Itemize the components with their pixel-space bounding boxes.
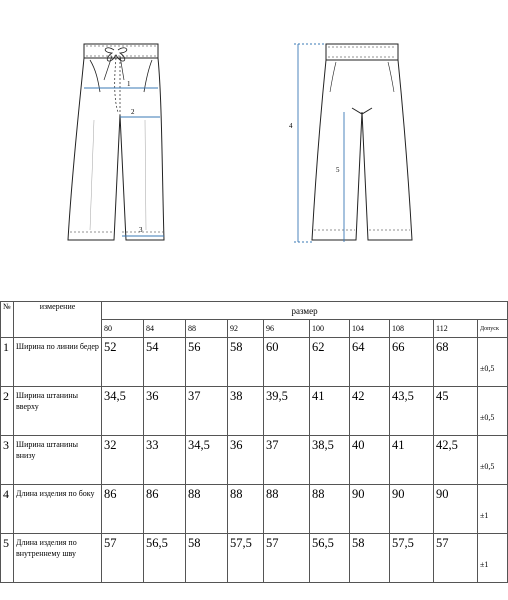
- value-cell: 56,5: [144, 534, 186, 583]
- measurement-name: Длина изделия по внутреннему шву: [14, 534, 102, 583]
- table-row: [1, 436, 508, 485]
- table-row: [1, 338, 508, 387]
- value-cell: 34,5: [186, 436, 228, 485]
- size-112: 112: [434, 320, 478, 338]
- value-cell: 57,5: [390, 534, 434, 583]
- value-cell: 54: [144, 338, 186, 387]
- value-cell: 58: [186, 534, 228, 583]
- value-cell: 57: [102, 534, 144, 583]
- measure-label-5: 5: [336, 166, 340, 174]
- value-cell: 86: [102, 485, 144, 534]
- value-cell: 90: [390, 485, 434, 534]
- size-100: 100: [310, 320, 350, 338]
- value-cell: 38,5: [310, 436, 350, 485]
- measure-label-3: 3: [139, 226, 143, 234]
- value-cell: 41: [390, 436, 434, 485]
- front-view: [68, 44, 164, 240]
- value-cell: 42,5: [434, 436, 478, 485]
- measurement-name: Ширина штанины вверху: [14, 387, 102, 436]
- tolerance-cell: ±0,5: [478, 338, 508, 387]
- value-cell: 86: [144, 485, 186, 534]
- row-number: 4: [1, 485, 14, 534]
- header-row: [1, 302, 508, 320]
- value-cell: 68: [434, 338, 478, 387]
- value-cell: 57: [434, 534, 478, 583]
- measure-label-4: 4: [289, 122, 293, 130]
- front-measure-lines: [84, 88, 164, 236]
- measurement-name: Ширина штанины внизу: [14, 436, 102, 485]
- value-cell: 88: [264, 485, 310, 534]
- value-cell: 37: [186, 387, 228, 436]
- size-84: 84: [144, 320, 186, 338]
- value-cell: 88: [186, 485, 228, 534]
- value-cell: 56: [186, 338, 228, 387]
- table-row: [1, 485, 508, 534]
- tolerance-cell: ±1: [478, 485, 508, 534]
- header-measurement: измерение: [14, 302, 102, 338]
- value-cell: 42: [350, 387, 390, 436]
- measure-label-2: 2: [131, 108, 135, 116]
- size-88: 88: [186, 320, 228, 338]
- value-cell: 62: [310, 338, 350, 387]
- header-tolerance: Допуск: [478, 320, 508, 338]
- value-cell: 57,5: [228, 534, 264, 583]
- measurement-name: Ширина по линии бедер: [14, 338, 102, 387]
- trousers-technical-drawing: [0, 0, 508, 270]
- row-number: 1: [1, 338, 14, 387]
- value-cell: 66: [390, 338, 434, 387]
- size-spec-table: [0, 301, 508, 583]
- tolerance-cell: ±1: [478, 534, 508, 583]
- value-cell: 56,5: [310, 534, 350, 583]
- value-cell: 38: [228, 387, 264, 436]
- value-cell: 57: [264, 534, 310, 583]
- row-number: 3: [1, 436, 14, 485]
- row-number: 5: [1, 534, 14, 583]
- value-cell: 33: [144, 436, 186, 485]
- size-96: 96: [264, 320, 310, 338]
- value-cell: 58: [228, 338, 264, 387]
- back-view: [312, 44, 412, 240]
- value-cell: 34,5: [102, 387, 144, 436]
- value-cell: 41: [310, 387, 350, 436]
- measure-label-1: 1: [127, 80, 131, 88]
- header-number: №: [1, 302, 14, 338]
- value-cell: 37: [264, 436, 310, 485]
- measurement-name: Длина изделия по боку: [14, 485, 102, 534]
- table-row: [1, 387, 508, 436]
- value-cell: 90: [434, 485, 478, 534]
- value-cell: 45: [434, 387, 478, 436]
- tolerance-cell: ±0,5: [478, 387, 508, 436]
- value-cell: 36: [228, 436, 264, 485]
- value-cell: 32: [102, 436, 144, 485]
- value-cell: 64: [350, 338, 390, 387]
- size-104: 104: [350, 320, 390, 338]
- value-cell: 52: [102, 338, 144, 387]
- value-cell: 40: [350, 436, 390, 485]
- value-cell: 39,5: [264, 387, 310, 436]
- table-row: [1, 534, 508, 583]
- size-80: 80: [102, 320, 144, 338]
- size-108: 108: [390, 320, 434, 338]
- size-92: 92: [228, 320, 264, 338]
- value-cell: 36: [144, 387, 186, 436]
- value-cell: 43,5: [390, 387, 434, 436]
- tolerance-cell: ±0,5: [478, 436, 508, 485]
- value-cell: 88: [228, 485, 264, 534]
- value-cell: 60: [264, 338, 310, 387]
- row-number: 2: [1, 387, 14, 436]
- value-cell: 88: [310, 485, 350, 534]
- value-cell: 58: [350, 534, 390, 583]
- header-size: размер: [102, 302, 508, 320]
- value-cell: 90: [350, 485, 390, 534]
